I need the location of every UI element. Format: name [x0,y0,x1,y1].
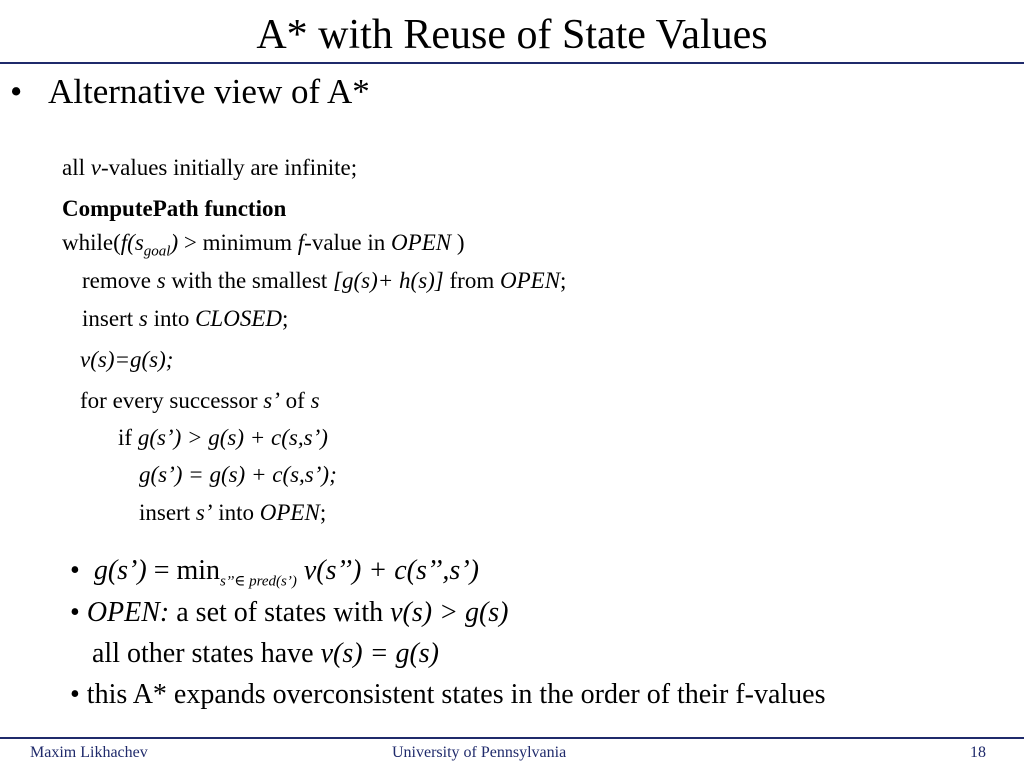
expr: g(s’) [93,555,147,586]
expr: v(s)=g(s); [80,347,174,372]
algo-if-line [118,426,328,449]
text: > minimum [178,230,298,255]
note-bullet-4: • this A* expands overconsistent states in the order of their f-values [70,679,826,710]
text: ; [319,500,327,525]
text: with the smallest [165,268,334,293]
text: if [118,425,138,450]
text: into [212,500,260,525]
note-line-3 [92,640,439,668]
text: = min [146,555,221,586]
text: for every successor [80,388,264,413]
main-bullet [10,74,370,109]
expr: ) [170,230,179,255]
footer-page-number: 18 [970,744,986,761]
text: of [279,388,311,413]
footer-institution: University of Pennsylvania [392,744,567,761]
algo-init-line [62,156,357,179]
slide-title: A* with Reuse of State Values [256,12,768,58]
algo-insert-closed-line [82,307,288,330]
text: ; [282,306,289,331]
set-open: OPEN: [86,597,170,628]
expr: g(s’) > g(s) + c(s,s’) [137,425,328,450]
expr: v(s’’) + c(s’’,s’) [296,555,479,586]
text: from [443,268,500,293]
text: insert [139,500,196,525]
subscript: s’’∈ pred(s’) [220,573,297,590]
title-divider [0,62,1024,64]
text: -value in [304,230,392,255]
var-f: f [297,230,305,255]
text: while( [62,230,121,255]
text: remove [82,268,157,293]
expr: g(s’) = g(s) + c(s,s’); [139,462,337,487]
text: all other states have [92,638,321,669]
algo-while-line [62,230,465,260]
text: ; [560,268,567,293]
set-closed: CLOSED [195,306,282,331]
algo-remove-line [82,269,566,292]
bullet-dot: • [10,72,23,111]
var-s: s [138,306,148,331]
function-name: ComputePath function [62,196,287,221]
expr: v(s) > g(s) [390,597,509,628]
main-bullet-text: Alternative view of A* [48,72,370,111]
var-s: s [310,388,320,413]
text: -values initially are infinite; [100,155,358,180]
footer-divider [0,737,1024,739]
text: insert [82,306,139,331]
text: • [70,597,87,628]
set-open: OPEN [259,500,320,525]
text: a set of states with [169,597,391,628]
text: ) [451,230,465,255]
algo-update-line [139,463,337,486]
footer-author: Maxim Likhachev [30,744,148,761]
expr: v(s) = g(s) [320,638,440,669]
set-open: OPEN [391,230,452,255]
note-bullet-2 [70,599,509,627]
expr: [g(s)+ h(s)] [333,268,444,293]
var-s-prime: s’ [263,388,280,413]
note-bullet-1 [70,555,479,590]
bullet-dot: • [70,555,80,586]
subscript: goal [143,243,171,260]
var-v: v [90,155,101,180]
algo-for-line [80,389,320,412]
algo-assign-line [80,348,173,371]
var-s: s [156,268,166,293]
text: into [147,306,196,331]
set-open: OPEN [499,268,561,293]
expr: f(s [120,230,144,255]
var-s-prime: s’ [195,500,213,525]
algo-insert-open-line [139,501,326,524]
text: all [62,155,91,180]
